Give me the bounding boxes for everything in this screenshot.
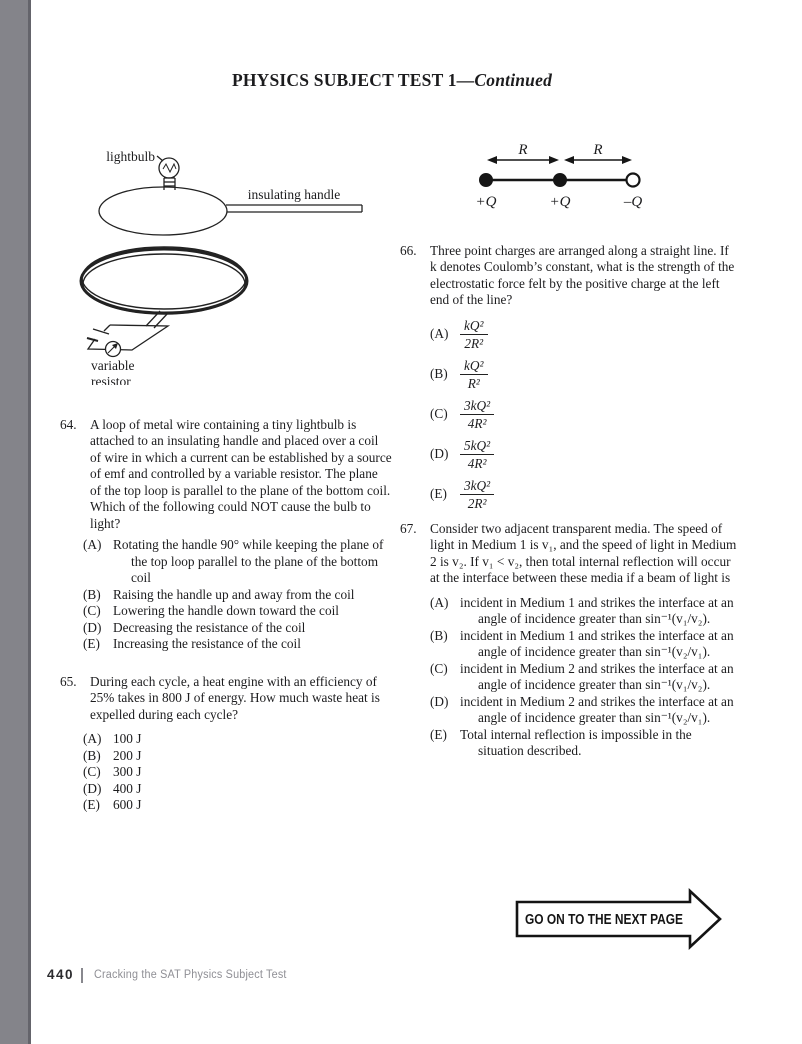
positive-charge-dot-left [480,174,493,187]
go-on-label: GO ON TO THE NEXT PAGE [525,912,684,928]
option-row [430,398,738,431]
option-letter: (A) [83,731,102,746]
bottom-coil [81,247,247,314]
option-letter: (C) [430,405,448,421]
left-column [60,135,392,814]
fraction-denominator: 2R² [467,495,487,511]
page-title [232,72,552,89]
positive-charge-dot-middle [554,174,567,187]
insulating-handle [226,205,362,212]
distance-label-right: R [593,142,603,158]
question-65-options [83,731,392,814]
question-67-text: Consider two adjacent transparent media. The speed of light in Medium 1 is v₁, and the speed of light in Medium 2 is v₂. If v₁ < v₂, then total internal reflection will occur at the interface between these media if a beam of light is [430,520,737,585]
emf-circuit [87,325,168,357]
charge-label-middle: +Q [549,194,571,210]
option-letter: (C) [83,603,101,618]
lightbulb-pointer-line [157,156,163,161]
option-row [83,797,392,814]
option-letter: (C) [83,764,101,779]
question-66-number: 66. [400,242,417,258]
option-row [430,628,738,661]
option-letter: (D) [83,619,102,635]
option-text: 200 J [113,747,142,763]
option-letter: (E) [83,636,100,651]
battery-symbol [87,329,109,341]
option-letter: (B) [430,627,448,643]
footer-page-number: 440 [47,967,75,982]
option-letter: (A) [430,325,449,341]
page-footer [47,967,299,984]
negative-charge-dot [627,174,640,187]
right-column [400,140,738,760]
option-text: incident in Medium 1 and strikes the interface at an angle of incidence greater than sin⁻¹(v₂/v₁). [460,627,734,659]
option-row [430,727,738,760]
question-65 [60,674,392,724]
page-title-dash: — [456,70,475,90]
option-row [83,748,392,765]
option-fraction [460,358,488,391]
footer-divider [81,968,83,983]
option-row [83,764,392,781]
question-64-options [83,537,392,653]
fraction-denominator: 2R² [464,335,484,351]
question-66-options [430,318,738,511]
option-text: Lowering the handle down toward the coil [113,603,339,618]
option-letter: (D) [83,780,102,796]
variable-resistor-label-line1: variable [91,358,135,373]
option-fraction [460,438,494,471]
option-text: 100 J [113,731,142,746]
variable-resistor-symbol [106,342,121,357]
page-edge-bar [0,0,31,1044]
option-text: Raising the handle up and away from the coil [113,586,355,602]
loop-coil-diagram [60,135,380,385]
option-text: Increasing the resistance of the coil [113,636,301,651]
question-67-number: 67. [400,520,417,536]
option-fraction [460,478,494,511]
option-text: Total internal reflection is impossible in the situation described. [460,726,692,758]
option-row [430,478,738,511]
variable-resistor-label-line2: resistor [91,374,131,385]
fraction-numerator: 5kQ² [460,438,494,455]
option-text: 400 J [113,780,142,796]
option-row [83,537,392,587]
fraction-numerator: 3kQ² [460,398,494,415]
option-letter: (B) [83,586,101,602]
option-letter: (B) [430,365,448,381]
option-letter: (D) [430,445,449,461]
page-title-continued: Continued [474,70,553,90]
distance-label-left: R [518,142,528,158]
option-row [430,694,738,727]
lightbulb-icon [159,158,179,190]
option-letter: (A) [83,537,102,552]
option-letter: (E) [430,726,447,742]
option-row [83,587,392,604]
option-row [83,620,392,637]
option-text: 300 J [113,764,142,779]
option-text: 600 J [113,797,142,812]
option-letter: (D) [430,693,449,709]
option-letter: (E) [83,797,100,812]
question-66 [400,243,738,309]
option-row [430,661,738,694]
charge-label-right: –Q [623,194,643,210]
option-fraction [460,318,488,351]
question-67-options [430,595,738,760]
option-fraction [460,398,494,431]
option-row [430,595,738,628]
option-letter: (E) [430,485,447,501]
question-64-text: A loop of metal wire containing a tiny lightbulb is attached to an insulating handle and placed over a coil of wire in which a current can be established by a source of emf and controlled by a variable resistor. The plane of the top loop is parallel to the plane of the bottom coil. Which of the following could NOT cause the bulb to light? [90,416,392,531]
option-row [83,636,392,653]
question-65-number: 65. [60,673,77,689]
question-64 [60,417,392,533]
fraction-numerator: kQ² [460,358,488,375]
question-64-number: 64. [60,416,77,432]
option-row [83,603,392,620]
option-text: incident in Medium 2 and strikes the interface at an angle of incidence greater than sin⁻¹(v₂/v₁). [460,693,734,725]
option-letter: (B) [83,747,101,763]
point-charges-diagram [450,140,690,218]
fraction-numerator: 3kQ² [460,478,494,495]
option-text: Rotating the handle 90° while keeping the plane of the top loop parallel to the plane of the bottom coil [113,537,384,585]
insulating-handle-label: insulating handle [247,187,341,202]
fraction-denominator: R² [467,375,480,391]
option-row [430,438,738,471]
fraction-denominator: 4R² [467,455,487,471]
option-text: incident in Medium 1 and strikes the interface at an angle of incidence greater than sin⁻¹(v₁/v₂). [460,594,734,626]
go-on-next-page-sign [513,888,725,952]
top-loop [99,187,227,235]
question-65-text: During each cycle, a heat engine with an efficiency of 25% takes in 800 J of energy. How much waste heat is expelled during each cycle? [90,673,380,722]
option-text: incident in Medium 2 and strikes the interface at an angle of incidence greater than sin⁻¹(v₁/v₂). [460,660,734,692]
fraction-numerator: kQ² [460,318,488,335]
option-text: Decreasing the resistance of the coil [113,619,306,635]
option-row [430,318,738,351]
option-letter: (C) [430,660,448,676]
question-66-text: Three point charges are arranged along a straight line. If k denotes Coulomb’s constant, what is the strength of the electrostatic force felt by the positive charge at the left end of the line? [430,242,735,307]
option-row [83,781,392,798]
footer-book-title: Cracking the SAT Physics Subject Test [94,969,287,981]
question-67 [400,521,738,587]
fraction-denominator: 4R² [467,415,487,431]
page-title-main: PHYSICS SUBJECT TEST 1 [231,70,457,90]
option-letter: (A) [430,594,449,610]
option-row [430,358,738,391]
lightbulb-label: lightbulb [106,149,155,164]
option-row [83,731,392,748]
charge-label-left: +Q [475,194,497,210]
